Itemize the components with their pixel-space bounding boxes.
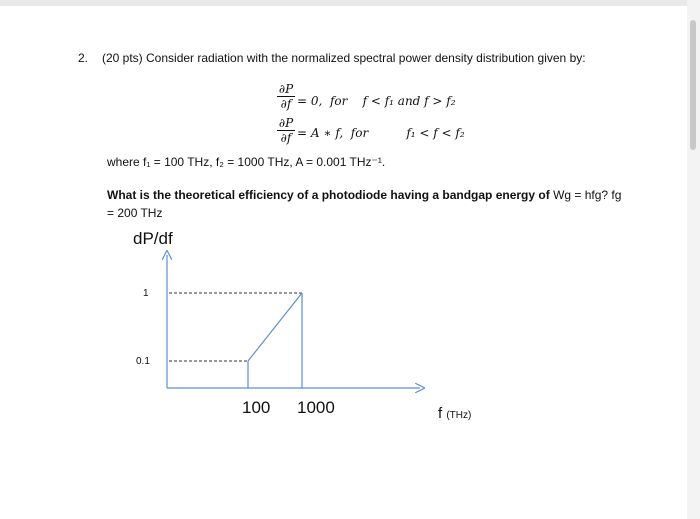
y-tick-1: 1 — [143, 288, 149, 299]
eq2-numerator: ∂P — [278, 116, 294, 130]
slope-line — [248, 293, 302, 361]
givens-text: where f₁ = 100 THz, f₂ = 1000 THz, A = 0.001 THz⁻¹. — [107, 155, 386, 169]
eq2-denominator: ∂f — [280, 131, 292, 145]
x-tick-1000: 1000 — [297, 398, 335, 417]
prompt-bold: What is the theoretical efficiency of a photodiode having a bandgap energy of — [107, 188, 550, 202]
x-axis-label-main: f — [438, 405, 443, 422]
eq1-rhs: = 0, for f < f₁ and f > f₂ — [297, 94, 456, 108]
y-tick-0-1: 0.1 — [136, 356, 150, 367]
x-axis-label-unit: (THz) — [446, 410, 472, 421]
eq2-rhs: = A ∗ f, for f₁ < f < f₂ — [297, 126, 465, 140]
question-text: (20 pts) Consider radiation with the normalized spectral power density distribution given by: — [102, 51, 586, 65]
prompt-rest: Wɡ = hfɡ? fɡ = 200 THz — [107, 188, 622, 220]
x-tick-100: 100 — [242, 398, 271, 417]
question-number: 2. — [78, 51, 89, 65]
eq1-denominator: ∂f — [280, 97, 292, 111]
graph-y-label: dP/df — [133, 229, 173, 248]
eq1-numerator: ∂P — [278, 82, 294, 96]
x-axis-label — [438, 405, 471, 422]
